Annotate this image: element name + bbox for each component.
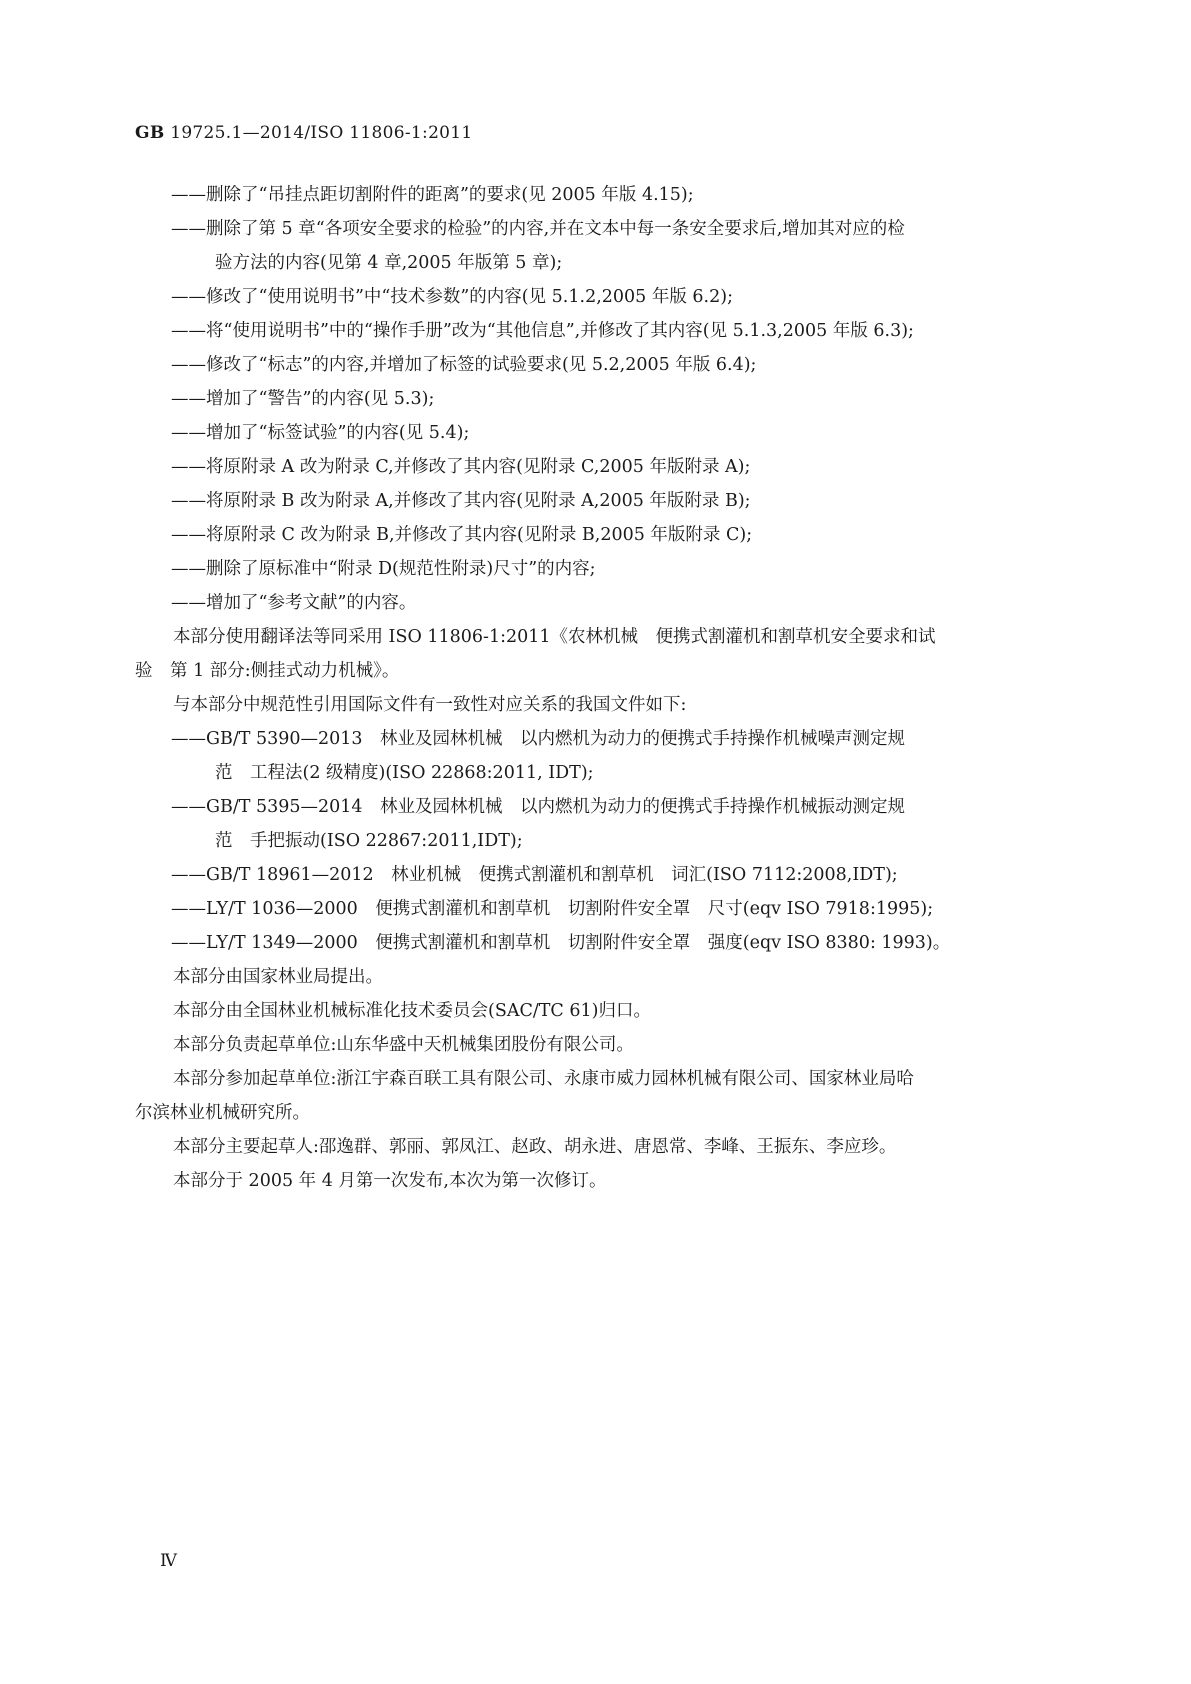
participating-units-paragraph: 本部分参加起草单位:浙江宇森百联工具有限公司、永康市威力园林机械有限公司、国家林业局哈	[173, 1069, 914, 1089]
page-number: Ⅳ	[160, 1551, 177, 1571]
standard-number-header	[135, 123, 473, 143]
adoption-paragraph-continuation: 验 第 1 部分:侧挂式动力机械》。	[135, 661, 400, 681]
drafters-paragraph: 本部分主要起草人:邵逸群、郭丽、郭凤江、赵政、胡永进、唐恩常、李峰、王振东、李应珍。	[173, 1137, 897, 1157]
change-item: ——将原附录 C 改为附录 B,并修改了其内容(见附录 B,2005 年版附录 C);	[171, 525, 753, 545]
change-item: ——增加了“警告”的内容(见 5.3);	[171, 389, 435, 409]
change-item: ——修改了“使用说明书”中“技术参数”的内容(见 5.1.2,2005 年版 6.2);	[171, 287, 733, 307]
change-item: ——将原附录 B 改为附录 A,并修改了其内容(见附录 A,2005 年版附录 B);	[171, 491, 751, 511]
change-item: ——修改了“标志”的内容,并增加了标签的试验要求(见 5.2,2005 年版 6.4);	[171, 355, 757, 375]
standard-prefix: GB	[135, 123, 165, 143]
change-item: ——增加了“参考文献”的内容。	[171, 593, 417, 613]
reference-item: ——GB/T 18961—2012 林业机械 便携式割灌机和割草机 词汇(ISO 7112:2008,IDT);	[171, 865, 898, 885]
standard-number: 19725.1—2014/ISO 11806-1:2011	[164, 123, 473, 143]
reference-intro-paragraph: 与本部分中规范性引用国际文件有一致性对应关系的我国文件如下:	[173, 695, 687, 715]
reference-item: ——LY/T 1036—2000 便携式割灌机和割草机 切割附件安全罩 尺寸(eqv ISO 7918:1995);	[171, 899, 934, 919]
reference-item: ——LY/T 1349—2000 便携式割灌机和割草机 切割附件安全罩 强度(eqv ISO 8380: 1993)。	[171, 933, 951, 953]
reference-item-continuation: 范 工程法(2 级精度)(ISO 22868:2011, IDT);	[215, 763, 594, 783]
reference-item: ——GB/T 5390—2013 林业及园林机械 以内燃机为动力的便携式手持操作机械噪声测定规	[171, 729, 906, 749]
change-item: ——删除了第 5 章“各项安全要求的检验”的内容,并在文本中每一条安全要求后,增加其对应的检	[171, 219, 905, 239]
committee-paragraph: 本部分由全国林业机械标准化技术委员会(SAC/TC 61)归口。	[173, 1001, 651, 1021]
reference-item: ——GB/T 5395—2014 林业及园林机械 以内燃机为动力的便携式手持操作机械振动测定规	[171, 797, 906, 817]
change-item: ——将原附录 A 改为附录 C,并修改了其内容(见附录 C,2005 年版附录 A);	[171, 457, 751, 477]
change-item: ——删除了原标准中“附录 D(规范性附录)尺寸”的内容;	[171, 559, 596, 579]
change-item: ——删除了“吊挂点距切割附件的距离”的要求(见 2005 年版 4.15);	[171, 185, 694, 205]
participating-units-continuation: 尔滨林业机械研究所。	[135, 1103, 310, 1123]
drafting-unit-paragraph: 本部分负责起草单位:山东华盛中天机械集团股份有限公司。	[173, 1035, 634, 1055]
change-item-continuation: 验方法的内容(见第 4 章,2005 年版第 5 章);	[215, 253, 563, 273]
change-item: ——增加了“标签试验”的内容(见 5.4);	[171, 423, 470, 443]
publication-history-paragraph: 本部分于 2005 年 4 月第一次发布,本次为第一次修订。	[173, 1171, 607, 1191]
proposer-paragraph: 本部分由国家林业局提出。	[173, 967, 383, 987]
document-body	[135, 178, 1057, 1198]
adoption-paragraph: 本部分使用翻译法等同采用 ISO 11806-1:2011《农林机械 便携式割灌机和割草机安全要求和试	[173, 627, 936, 647]
reference-item-continuation: 范 手把振动(ISO 22867:2011,IDT);	[215, 831, 523, 851]
change-item: ——将“使用说明书”中的“操作手册”改为“其他信息”,并修改了其内容(见 5.1.3,2005 年版 6.3);	[171, 321, 914, 341]
